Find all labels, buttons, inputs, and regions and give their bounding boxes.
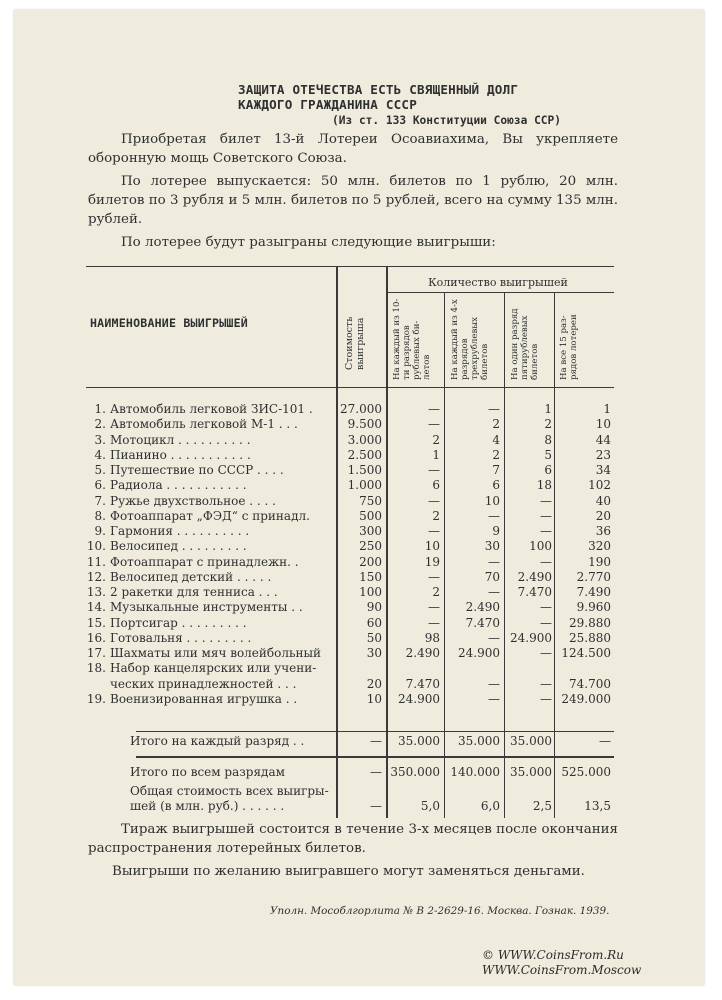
qty-rouble: — <box>428 615 440 630</box>
row-number: 16. <box>86 630 106 645</box>
copyright-watermark <box>482 948 702 978</box>
prize-value: 90 <box>366 600 382 615</box>
paragraph-intro: Приобретая билет 13-й Лотереи Осоавиахима, Вы укрепляете оборонную мощь Советского Союза. <box>88 132 618 166</box>
row-number: 12. <box>86 569 106 584</box>
prize-value: 3.000 <box>347 432 382 447</box>
table-top-rule <box>86 266 614 267</box>
table-row <box>86 417 614 432</box>
table-row <box>86 555 614 570</box>
qty-rouble: 10 <box>424 539 440 554</box>
qty-rouble: — <box>428 402 440 416</box>
qty-five-rouble: 2 <box>544 417 552 432</box>
row-number: 9. <box>94 524 106 538</box>
table-row <box>86 524 614 539</box>
prize-name: Готовальня . . . . . . . . . <box>110 630 252 645</box>
qty-total: 320 <box>588 539 611 554</box>
table-row <box>86 539 614 554</box>
per-rank-c: 35.000 <box>510 734 552 748</box>
qty-three-rouble: — <box>488 630 500 645</box>
table-row <box>86 692 614 707</box>
table-row <box>86 646 614 661</box>
qty-total: 34 <box>595 463 611 477</box>
qty-total: 249.000 <box>561 691 611 706</box>
prize-value: 10 <box>366 691 382 706</box>
qty-five-rouble: — <box>540 554 552 569</box>
prize-name: Радиола . . . . . . . . . . . <box>110 478 247 493</box>
prize-value: 500 <box>359 508 382 523</box>
paragraph-cash-option: Выигрыши по желанию выигравшего могут заменяться деньгами. <box>112 864 585 879</box>
prize-table <box>86 262 614 817</box>
qty-col-header-1: На каждый из 10-ти разрядов рублевых би- летов <box>392 298 432 380</box>
table-row <box>86 600 614 615</box>
per-rank-rule <box>136 731 614 732</box>
table-row <box>86 661 614 676</box>
row-number: 7. <box>94 493 106 508</box>
prize-value: 200 <box>359 554 382 569</box>
qty-rouble: 24.900 <box>398 691 440 706</box>
table-row <box>86 433 614 448</box>
prize-name: Музыкальные инструменты . . <box>110 600 303 615</box>
qty-rouble: 98 <box>424 630 440 645</box>
qty-total: 44 <box>595 432 611 447</box>
qty-three-rouble: 9 <box>492 524 500 538</box>
headline <box>238 82 628 112</box>
qty-three-rouble: 24.900 <box>458 646 500 660</box>
qty-rouble: — <box>428 600 440 615</box>
qty-rouble: 2 <box>432 432 440 447</box>
qty-total: 102 <box>588 478 611 493</box>
qty-three-rouble: 2 <box>492 447 500 462</box>
prize-value: 30 <box>366 646 382 660</box>
per-rank-value: — <box>370 734 382 748</box>
qty-five-rouble: 1 <box>544 402 552 416</box>
qty-three-rouble: — <box>488 691 500 706</box>
qty-five-rouble: 18 <box>536 478 552 493</box>
qty-total: 25.880 <box>569 630 611 645</box>
row-number: 10. <box>86 539 106 554</box>
headline-line-1: ЗАЩИТА ОТЕЧЕСТВА ЕСТЬ СВЯЩЕННЫЙ ДОЛГ <box>238 82 519 97</box>
prize-value: 27.000 <box>340 402 382 416</box>
prize-name: Гармония . . . . . . . . . . <box>110 524 250 538</box>
col-name-header: НАИМЕНОВАНИЕ ВЫИГРЫШЕЙ <box>90 316 248 330</box>
qty-three-rouble: — <box>488 402 500 416</box>
qty-three-rouble: 2 <box>492 417 500 432</box>
table-row <box>86 570 614 585</box>
total-cost-label-1: Общая стоимость всех выигры- <box>130 784 329 798</box>
qty-five-rouble: 6 <box>544 463 552 477</box>
prize-value: 50 <box>366 630 382 645</box>
qty-header-rule <box>386 292 614 293</box>
prize-name: Автомобиль легковой М-1 . . . <box>110 417 298 432</box>
qty-five-rouble: — <box>540 600 552 615</box>
all-ranks-c: 35.000 <box>510 765 552 779</box>
qty-five-rouble: 24.900 <box>510 630 552 645</box>
row-number: 3. <box>94 432 106 447</box>
qty-total: 29.880 <box>569 615 611 630</box>
row-number: 8. <box>94 508 106 523</box>
per-rank-label: Итого на каждый разряд . . <box>130 734 305 748</box>
qty-total: 124.500 <box>561 646 611 660</box>
qty-three-rouble: 70 <box>484 569 500 584</box>
qty-total: 7.490 <box>576 585 611 599</box>
qty-five-rouble: — <box>540 646 552 660</box>
prize-name: Пианино . . . . . . . . . . . <box>110 447 251 462</box>
qty-total: 36 <box>595 524 611 538</box>
col-value-header: Стоимость выигрыша <box>344 316 366 370</box>
per-rank-b: 35.000 <box>458 734 500 748</box>
qty-rouble: — <box>428 524 440 538</box>
total-cost-b: 6,0 <box>480 799 500 813</box>
paragraph-draw-date: Тираж выигрышей состоится в течение 3-х месяцев после окончания распространения лотерейных билетов. <box>88 822 618 856</box>
all-ranks-rule <box>136 756 614 758</box>
qty-three-rouble: 10 <box>484 493 500 508</box>
row-number: 19. <box>86 691 106 706</box>
qty-rouble: 2 <box>432 585 440 599</box>
qty-three-rouble: 7 <box>492 463 500 477</box>
prize-name: Шахматы или мяч волейбольный <box>110 646 322 660</box>
qty-three-rouble: 2.490 <box>465 600 500 615</box>
qty-total: 23 <box>595 447 611 462</box>
prize-name: ческих принадлежностей . . . <box>110 676 297 691</box>
qty-five-rouble: — <box>540 676 552 691</box>
row-number: 18. <box>86 661 106 676</box>
prize-name: Набор канцелярских или учени- <box>110 661 317 676</box>
prize-name: Фотоаппарат „ФЭД“ с принадл. <box>110 508 310 523</box>
table-row <box>86 463 614 478</box>
qty-three-rouble: 7.470 <box>465 615 500 630</box>
qty-total: 9.960 <box>576 600 611 615</box>
prize-name: Военизированная игрушка . . <box>110 691 298 706</box>
per-rank-a: 35.000 <box>398 734 440 748</box>
total-cost-c: 2,5 <box>532 799 552 813</box>
qty-rouble: — <box>428 417 440 432</box>
qty-three-rouble: — <box>488 508 500 523</box>
row-number: 6. <box>94 478 106 493</box>
prize-name: Путешествие по СССР . . . . <box>110 463 284 477</box>
qty-rouble: 6 <box>432 478 440 493</box>
headline-line-2: КАЖДОГО ГРАЖДАНИНА СССР <box>238 97 417 112</box>
row-number: 14. <box>86 600 106 615</box>
prize-value: 300 <box>359 524 382 538</box>
table-row <box>86 509 614 524</box>
prize-value: 20 <box>366 676 382 691</box>
table-row <box>86 616 614 631</box>
prize-name: Мотоцикл . . . . . . . . . . <box>110 432 251 447</box>
copyright-line-1: © WWW.CoinsFrom.Ru <box>482 948 624 962</box>
row-number: 1. <box>94 402 106 416</box>
row-number: 17. <box>86 646 106 660</box>
table-row <box>86 494 614 509</box>
qty-five-rouble: — <box>540 508 552 523</box>
prize-name: Велосипед детский . . . . . <box>110 569 272 584</box>
prize-value: 2.500 <box>347 447 382 462</box>
prize-value: 60 <box>366 615 382 630</box>
row-number: 11. <box>86 554 106 569</box>
qty-three-rouble: 6 <box>492 478 500 493</box>
qty-total: 2.770 <box>576 569 611 584</box>
qty-five-rouble: — <box>540 493 552 508</box>
table-row <box>86 677 614 692</box>
all-ranks-d: 525.000 <box>561 765 611 779</box>
row-number: 13. <box>86 585 106 599</box>
all-ranks-b: 140.000 <box>450 765 500 779</box>
prize-value: 250 <box>359 539 382 554</box>
qty-rouble: — <box>428 569 440 584</box>
qty-rouble: 2.490 <box>405 646 440 660</box>
qty-five-rouble: — <box>540 691 552 706</box>
prize-name: Портсигар . . . . . . . . . <box>110 615 247 630</box>
per-rank-d: — <box>599 734 611 748</box>
qty-three-rouble: — <box>488 585 500 599</box>
qty-three-rouble: 30 <box>484 539 500 554</box>
qty-total: 10 <box>595 417 611 432</box>
table-row <box>86 478 614 493</box>
table-row <box>86 448 614 463</box>
prize-value: 750 <box>359 493 382 508</box>
qty-rouble: 2 <box>432 508 440 523</box>
qty-five-rouble: — <box>540 615 552 630</box>
prize-value: 1.000 <box>347 478 382 493</box>
table-row <box>86 585 614 600</box>
qty-total: 40 <box>595 493 611 508</box>
qty-five-rouble: 8 <box>544 432 552 447</box>
row-number: 15. <box>86 615 106 630</box>
all-ranks-label: Итого по всем разрядам <box>130 765 285 779</box>
total-cost-d: 13,5 <box>584 799 611 813</box>
paragraph-issue: По лотерее выпускается: 50 млн. билетов по 1 рублю, 20 млн. билетов по 3 рубля и 5 млн. билетов по 5 рублей, всего на сумму 135 млн. рублей. <box>88 174 618 227</box>
qty-total: 190 <box>588 554 611 569</box>
qty-rouble: 19 <box>424 554 440 569</box>
constitution-source: (Из ст. 133 Конституции Союза ССР) <box>332 114 562 127</box>
qty-five-rouble: 100 <box>529 539 552 554</box>
qty-five-rouble: — <box>540 524 552 538</box>
qty-rouble: 7.470 <box>405 676 440 691</box>
prize-name: Велосипед . . . . . . . . . <box>110 539 247 554</box>
qty-col-header-2: На каждый из 4-х разрядов трехрублевых билетов <box>450 299 490 380</box>
copyright-line-2: WWW.CoinsFrom.Moscow <box>482 963 642 977</box>
table-row <box>86 631 614 646</box>
prize-value: 1.500 <box>347 463 382 477</box>
row-number: 2. <box>94 417 106 432</box>
qty-header: Количество выигрышей <box>428 276 568 289</box>
prize-value: 100 <box>359 585 382 599</box>
prize-name: 2 ракетки для тенниса . . . <box>110 585 278 599</box>
prize-value: 150 <box>359 569 382 584</box>
qty-rouble: — <box>428 493 440 508</box>
prize-value: 9.500 <box>347 417 382 432</box>
total-cost-label-2: шей (в млн. руб.) . . . . . . <box>130 799 285 813</box>
qty-total: 20 <box>595 508 611 523</box>
prize-name: Фотоаппарат с принадлежн. . <box>110 554 299 569</box>
total-cost-a: 5,0 <box>420 799 440 813</box>
qty-total: 1 <box>603 402 611 416</box>
total-cost-value: — <box>370 799 382 813</box>
qty-col-header-4: На все 15 раз- рядов лотереи <box>559 314 579 380</box>
paragraph-prizes-intro: По лотерее будут разыграны следующие выигрыши: <box>121 235 496 250</box>
table-row <box>86 402 614 417</box>
qty-three-rouble: — <box>488 554 500 569</box>
row-number: 4. <box>94 447 106 462</box>
all-ranks-value: — <box>370 765 382 779</box>
qty-rouble: 1 <box>432 447 440 462</box>
prize-name: Ружье двухствольное . . . . <box>110 493 276 508</box>
qty-three-rouble: 4 <box>492 432 500 447</box>
qty-col-header-3: На один разряд пятирублевых билетов <box>510 308 540 380</box>
prize-name: Автомобиль легковой ЗИС-101 . <box>110 402 313 416</box>
qty-three-rouble: — <box>488 676 500 691</box>
qty-total: 74.700 <box>569 676 611 691</box>
table-header-rule <box>86 387 614 388</box>
qty-five-rouble: 2.490 <box>517 569 552 584</box>
qty-five-rouble: 7.470 <box>517 585 552 599</box>
qty-rouble: — <box>428 463 440 477</box>
qty-five-rouble: 5 <box>544 447 552 462</box>
row-number: 5. <box>94 463 106 477</box>
printer-imprint: Уполн. Мособлгорлита № В 2-2629-16. Москва. Гознак. 1939. <box>270 905 610 917</box>
all-ranks-a: 350.000 <box>390 765 440 779</box>
